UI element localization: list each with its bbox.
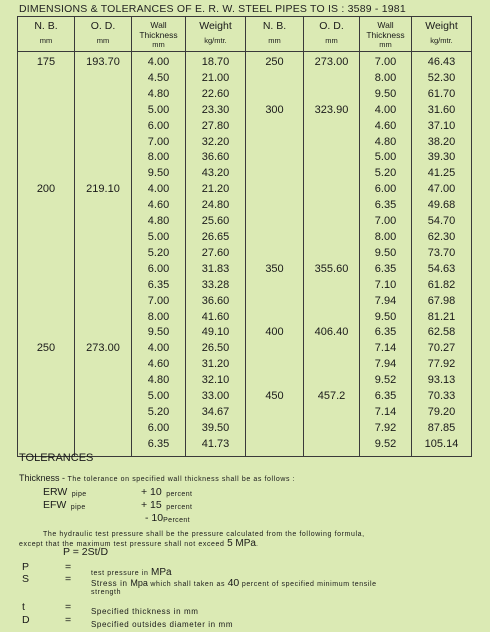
cell-od (75, 373, 132, 389)
cell-od-2 (304, 119, 360, 135)
cell-wall-thickness-2: 4.80 (360, 135, 412, 151)
cell-nb-2 (246, 357, 304, 373)
cell-wall-thickness: 9.50 (132, 166, 186, 182)
cell-nb (18, 214, 75, 230)
cell-weight: 33.28 (186, 278, 246, 294)
cell-wall-thickness: 4.00 (132, 182, 186, 198)
cell-nb (18, 230, 75, 246)
cell-weight-2: 105.14 (412, 437, 472, 456)
cell-weight-2: 31.60 (412, 103, 472, 119)
def-s-unit: Mpa (130, 578, 148, 588)
efw-sub: pipe (70, 504, 86, 511)
header-label: N. B. (262, 20, 287, 32)
cell-wall-thickness-2: 8.00 (360, 71, 412, 87)
pipe-dimensions-table (17, 16, 472, 457)
thickness-lead: Thickness - (19, 473, 68, 483)
cell-od-2 (304, 135, 360, 151)
cell-wall-thickness: 9.50 (132, 325, 186, 341)
cell-wall-thickness: 7.00 (132, 294, 186, 310)
cell-nb (18, 166, 75, 182)
negative-unit: Percent (163, 517, 191, 524)
cell-weight-2: 37.10 (412, 119, 472, 135)
def-s-desc: Stress in (91, 579, 131, 588)
cell-wall-thickness-2: 5.20 (360, 166, 412, 182)
cell-wall-thickness-2: 6.00 (360, 182, 412, 198)
def-t-symbol: t (22, 601, 25, 613)
cell-nb-2 (246, 294, 304, 310)
page-title: DIMENSIONS & TOLERANCES OF E. R. W. STEEL PIPES TO IS : 3589 - 1981 (19, 3, 406, 15)
cell-od-2 (304, 198, 360, 214)
def-s-continuation: strength (91, 589, 122, 596)
header-unit: kg/mtr. (430, 36, 453, 45)
hydraulic-line-2 (19, 533, 259, 551)
table-body (18, 52, 472, 457)
cell-nb-2: 350 (246, 262, 304, 278)
cell-weight-2: 62.58 (412, 325, 472, 341)
header-wall-thickness-2 (360, 17, 412, 52)
cell-wall-thickness: 4.00 (132, 52, 186, 71)
cell-od (75, 230, 132, 246)
cell-nb-2 (246, 119, 304, 135)
cell-wall-thickness-2: 7.92 (360, 421, 412, 437)
cell-weight-2: 87.85 (412, 421, 472, 437)
cell-wall-thickness: 7.00 (132, 135, 186, 151)
cell-od-2 (304, 405, 360, 421)
cell-weight-2: 73.70 (412, 246, 472, 262)
cell-nb (18, 135, 75, 151)
hydraulic-period: . (256, 541, 259, 548)
cell-weight-2: 54.63 (412, 262, 472, 278)
cell-od-2 (304, 278, 360, 294)
cell-nb-2 (246, 135, 304, 151)
header-label: Wall Thickness (139, 20, 178, 40)
cell-wall-thickness-2: 6.35 (360, 325, 412, 341)
cell-wall-thickness-2: 4.00 (360, 103, 412, 119)
cell-od (75, 278, 132, 294)
def-s-rest: which shall taken as (147, 581, 228, 588)
header-nb-2 (246, 17, 304, 52)
def-s-equals: = (65, 573, 72, 585)
cell-wall-thickness: 5.00 (132, 103, 186, 119)
tolerances-heading: TOLERANCES (19, 452, 94, 464)
negative-value: - 10 (145, 512, 164, 524)
cell-weight: 49.10 (186, 325, 246, 341)
cell-weight-2: 93.13 (412, 373, 472, 389)
cell-od-2 (304, 71, 360, 87)
cell-nb-2 (246, 246, 304, 262)
cell-nb (18, 294, 75, 310)
cell-wall-thickness: 5.00 (132, 389, 186, 405)
table-row (18, 119, 472, 135)
cell-wall-thickness-2: 6.35 (360, 262, 412, 278)
cell-wall-thickness: 4.80 (132, 87, 186, 103)
table-row (18, 389, 472, 405)
cell-wall-thickness-2: 9.50 (360, 87, 412, 103)
erw-unit: percent (166, 491, 193, 498)
cell-od: 273.00 (75, 341, 132, 357)
cell-weight: 21.00 (186, 71, 246, 87)
cell-nb-2 (246, 437, 304, 456)
cell-nb: 175 (18, 52, 75, 71)
cell-od (75, 262, 132, 278)
cell-wall-thickness: 5.00 (132, 230, 186, 246)
cell-od (75, 357, 132, 373)
cell-weight: 36.60 (186, 294, 246, 310)
cell-wall-thickness: 6.35 (132, 437, 186, 456)
header-unit: mm (325, 36, 338, 45)
cell-od (75, 150, 132, 166)
cell-wall-thickness-2: 7.14 (360, 405, 412, 421)
cell-nb (18, 373, 75, 389)
cell-wall-thickness-2: 8.00 (360, 230, 412, 246)
cell-wall-thickness-2: 4.60 (360, 119, 412, 135)
cell-wall-thickness: 4.60 (132, 198, 186, 214)
cell-weight: 23.30 (186, 103, 246, 119)
cell-wall-thickness: 4.00 (132, 341, 186, 357)
cell-weight: 27.60 (186, 246, 246, 262)
header-unit: mm (379, 40, 392, 49)
cell-weight: 43.20 (186, 166, 246, 182)
header-label: N. B. (34, 20, 58, 32)
cell-od: 193.70 (75, 52, 132, 71)
cell-nb-2: 300 (246, 103, 304, 119)
cell-od (75, 214, 132, 230)
cell-od (75, 325, 132, 341)
cell-wall-thickness: 8.00 (132, 310, 186, 326)
cell-weight-2: 52.30 (412, 71, 472, 87)
cell-weight-2: 39.30 (412, 150, 472, 166)
cell-od-2: 323.90 (304, 103, 360, 119)
cell-nb (18, 278, 75, 294)
def-t-equals: = (65, 601, 72, 613)
cell-weight: 22.60 (186, 87, 246, 103)
cell-nb (18, 71, 75, 87)
table-row (18, 405, 472, 421)
def-d-desc: Specified outsides diameter in mm (91, 620, 234, 629)
cell-weight: 25.60 (186, 214, 246, 230)
table-row (18, 325, 472, 341)
cell-wall-thickness: 8.00 (132, 150, 186, 166)
header-weight (186, 17, 246, 52)
cell-od-2 (304, 214, 360, 230)
cell-wall-thickness-2: 9.50 (360, 246, 412, 262)
cell-nb-2 (246, 230, 304, 246)
cell-wall-thickness: 5.20 (132, 405, 186, 421)
efw-value: + 15 (141, 499, 162, 511)
cell-wall-thickness: 6.00 (132, 421, 186, 437)
cell-wall-thickness-2: 7.14 (360, 341, 412, 357)
cell-od (75, 71, 132, 87)
formula: P = 2St/D (63, 546, 109, 558)
def-s-symbol: S (22, 573, 30, 585)
table-row (18, 341, 472, 357)
cell-nb (18, 87, 75, 103)
def-s-text (91, 573, 377, 591)
table-row (18, 262, 472, 278)
cell-weight-2: 61.70 (412, 87, 472, 103)
cell-wall-thickness: 6.00 (132, 262, 186, 278)
cell-wall-thickness-2: 6.35 (360, 389, 412, 405)
cell-wall-thickness-2: 7.94 (360, 294, 412, 310)
cell-nb-2 (246, 214, 304, 230)
hydraulic-text-1: The hydraulic test pressure shall be the pressure calculated from the following formula, (43, 531, 365, 538)
cell-weight: 41.60 (186, 310, 246, 326)
cell-wall-thickness-2: 5.00 (360, 150, 412, 166)
table-row (18, 87, 472, 103)
header-label: O. D. (90, 20, 116, 32)
cell-nb-2 (246, 182, 304, 198)
table-row (18, 182, 472, 198)
cell-od-2 (304, 373, 360, 389)
header-nb (18, 17, 75, 52)
cell-od-2 (304, 166, 360, 182)
cell-weight-2: 61.82 (412, 278, 472, 294)
cell-wall-thickness-2: 6.35 (360, 198, 412, 214)
cell-weight-2: 62.30 (412, 230, 472, 246)
cell-nb (18, 246, 75, 262)
thickness-text: The tolerance on specified wall thickness shall be as follows : (67, 476, 296, 483)
erw-sub: pipe (71, 491, 87, 498)
cell-weight-2: 38.20 (412, 135, 472, 151)
cell-weight: 26.50 (186, 341, 246, 357)
cell-od-2: 355.60 (304, 262, 360, 278)
cell-od (75, 166, 132, 182)
max-pressure: 5 MPa (227, 538, 256, 549)
cell-nb (18, 119, 75, 135)
def-p-unit: MPa (151, 567, 172, 578)
cell-nb-2 (246, 341, 304, 357)
cell-od-2 (304, 421, 360, 437)
header-unit: mm (152, 40, 165, 49)
efw-line (43, 495, 86, 513)
cell-od (75, 405, 132, 421)
cell-od (75, 119, 132, 135)
cell-weight-2: 46.43 (412, 52, 472, 71)
table-row (18, 150, 472, 166)
cell-weight: 21.20 (186, 182, 246, 198)
cell-nb (18, 421, 75, 437)
cell-nb-2 (246, 405, 304, 421)
cell-nb-2: 450 (246, 389, 304, 405)
cell-nb-2 (246, 166, 304, 182)
cell-nb (18, 325, 75, 341)
cell-nb-2 (246, 150, 304, 166)
cell-od-2: 273.00 (304, 52, 360, 71)
header-weight-2 (412, 17, 472, 52)
cell-weight: 27.80 (186, 119, 246, 135)
header-od (75, 17, 132, 52)
cell-od-2 (304, 357, 360, 373)
header-label: Wall Thickness (366, 20, 405, 40)
cell-weight-2: 81.21 (412, 310, 472, 326)
cell-nb (18, 310, 75, 326)
cell-od (75, 246, 132, 262)
cell-wall-thickness-2: 7.00 (360, 214, 412, 230)
cell-wall-thickness-2: 7.10 (360, 278, 412, 294)
efw-unit: percent (166, 504, 193, 511)
cell-weight-2: 79.20 (412, 405, 472, 421)
table-row (18, 310, 472, 326)
cell-wall-thickness: 5.20 (132, 246, 186, 262)
table-row (18, 71, 472, 87)
cell-od-2 (304, 182, 360, 198)
cell-weight-2: 54.70 (412, 214, 472, 230)
table-header-row (18, 17, 472, 52)
table-row (18, 421, 472, 437)
def-d-equals: = (65, 614, 72, 626)
header-unit: kg/mtr. (204, 36, 227, 45)
hydraulic-text-2: except that the maximum test pressure shall not exceed (19, 541, 228, 548)
def-p-symbol: P (22, 561, 30, 573)
cell-wall-thickness-2: 9.52 (360, 373, 412, 389)
table-row (18, 373, 472, 389)
cell-nb (18, 150, 75, 166)
table-row (18, 278, 472, 294)
cell-weight-2: 70.27 (412, 341, 472, 357)
cell-weight: 34.67 (186, 405, 246, 421)
def-d-symbol: D (22, 614, 30, 626)
cell-weight-2: 77.92 (412, 357, 472, 373)
cell-od-2 (304, 437, 360, 456)
cell-od (75, 421, 132, 437)
table-row (18, 294, 472, 310)
cell-weight: 24.80 (186, 198, 246, 214)
cell-weight-2: 41.25 (412, 166, 472, 182)
cell-wall-thickness-2: 9.52 (360, 437, 412, 456)
cell-nb-2 (246, 71, 304, 87)
cell-nb-2 (246, 87, 304, 103)
table-row (18, 166, 472, 182)
header-unit: mm (268, 36, 281, 45)
cell-nb (18, 357, 75, 373)
header-unit: mm (39, 36, 53, 45)
header-unit: mm (96, 36, 110, 45)
cell-wall-thickness: 4.80 (132, 214, 186, 230)
table-row (18, 357, 472, 373)
cell-nb-2 (246, 310, 304, 326)
cell-od-2 (304, 341, 360, 357)
erw-value: + 10 (141, 486, 162, 498)
cell-nb-2 (246, 198, 304, 214)
cell-od-2: 457.2 (304, 389, 360, 405)
cell-nb-2 (246, 278, 304, 294)
cell-od-2 (304, 230, 360, 246)
def-s-tail: percent of specified minimum tensile (239, 581, 377, 588)
cell-wall-thickness: 4.80 (132, 373, 186, 389)
cell-weight: 31.83 (186, 262, 246, 278)
cell-od (75, 389, 132, 405)
cell-nb-2: 400 (246, 325, 304, 341)
header-label: O. D. (319, 20, 344, 32)
cell-nb (18, 262, 75, 278)
cell-weight: 36.60 (186, 150, 246, 166)
cell-nb (18, 103, 75, 119)
cell-weight: 33.00 (186, 389, 246, 405)
table-row (18, 135, 472, 151)
table-row (18, 52, 472, 71)
cell-od-2 (304, 294, 360, 310)
header-wall-thickness (132, 17, 186, 52)
def-t-desc: Specified thickness in mm (91, 607, 199, 616)
cell-wall-thickness: 4.60 (132, 357, 186, 373)
table-row (18, 214, 472, 230)
cell-wall-thickness-2: 9.50 (360, 310, 412, 326)
table-row (18, 246, 472, 262)
cell-od (75, 103, 132, 119)
cell-od: 219.10 (75, 182, 132, 198)
header-label: Weight (199, 20, 232, 32)
cell-weight: 26.65 (186, 230, 246, 246)
cell-weight: 41.73 (186, 437, 246, 456)
table-row (18, 198, 472, 214)
cell-od (75, 87, 132, 103)
cell-wall-thickness: 6.35 (132, 278, 186, 294)
cell-weight-2: 49.68 (412, 198, 472, 214)
cell-weight-2: 47.00 (412, 182, 472, 198)
cell-wall-thickness-2: 7.00 (360, 52, 412, 71)
table-row (18, 230, 472, 246)
header-od-2 (304, 17, 360, 52)
cell-nb: 250 (18, 341, 75, 357)
cell-wall-thickness: 4.50 (132, 71, 186, 87)
cell-wall-thickness: 6.00 (132, 119, 186, 135)
cell-weight: 32.20 (186, 135, 246, 151)
cell-nb-2 (246, 421, 304, 437)
cell-weight: 39.50 (186, 421, 246, 437)
cell-od-2 (304, 87, 360, 103)
cell-nb (18, 389, 75, 405)
cell-wall-thickness-2: 7.94 (360, 357, 412, 373)
cell-weight-2: 70.33 (412, 389, 472, 405)
cell-od-2: 406.40 (304, 325, 360, 341)
def-p-desc: test pressure in (91, 570, 151, 577)
efw-label: EFW (43, 499, 67, 511)
cell-od (75, 294, 132, 310)
erw-label: ERW (43, 486, 68, 498)
def-d-text (91, 614, 233, 632)
cell-weight: 31.20 (186, 357, 246, 373)
cell-nb (18, 405, 75, 421)
cell-od-2 (304, 246, 360, 262)
cell-od-2 (304, 150, 360, 166)
cell-weight: 18.70 (186, 52, 246, 71)
def-p-equals: = (65, 561, 72, 573)
cell-nb-2: 250 (246, 52, 304, 71)
cell-od (75, 135, 132, 151)
cell-od-2 (304, 310, 360, 326)
cell-od (75, 198, 132, 214)
cell-od (75, 310, 132, 326)
def-s-forty: 40 (227, 577, 240, 589)
cell-weight-2: 67.98 (412, 294, 472, 310)
header-label: Weight (425, 20, 458, 32)
table-row (18, 103, 472, 119)
cell-nb (18, 198, 75, 214)
cell-weight: 32.10 (186, 373, 246, 389)
cell-nb-2 (246, 373, 304, 389)
cell-nb: 200 (18, 182, 75, 198)
